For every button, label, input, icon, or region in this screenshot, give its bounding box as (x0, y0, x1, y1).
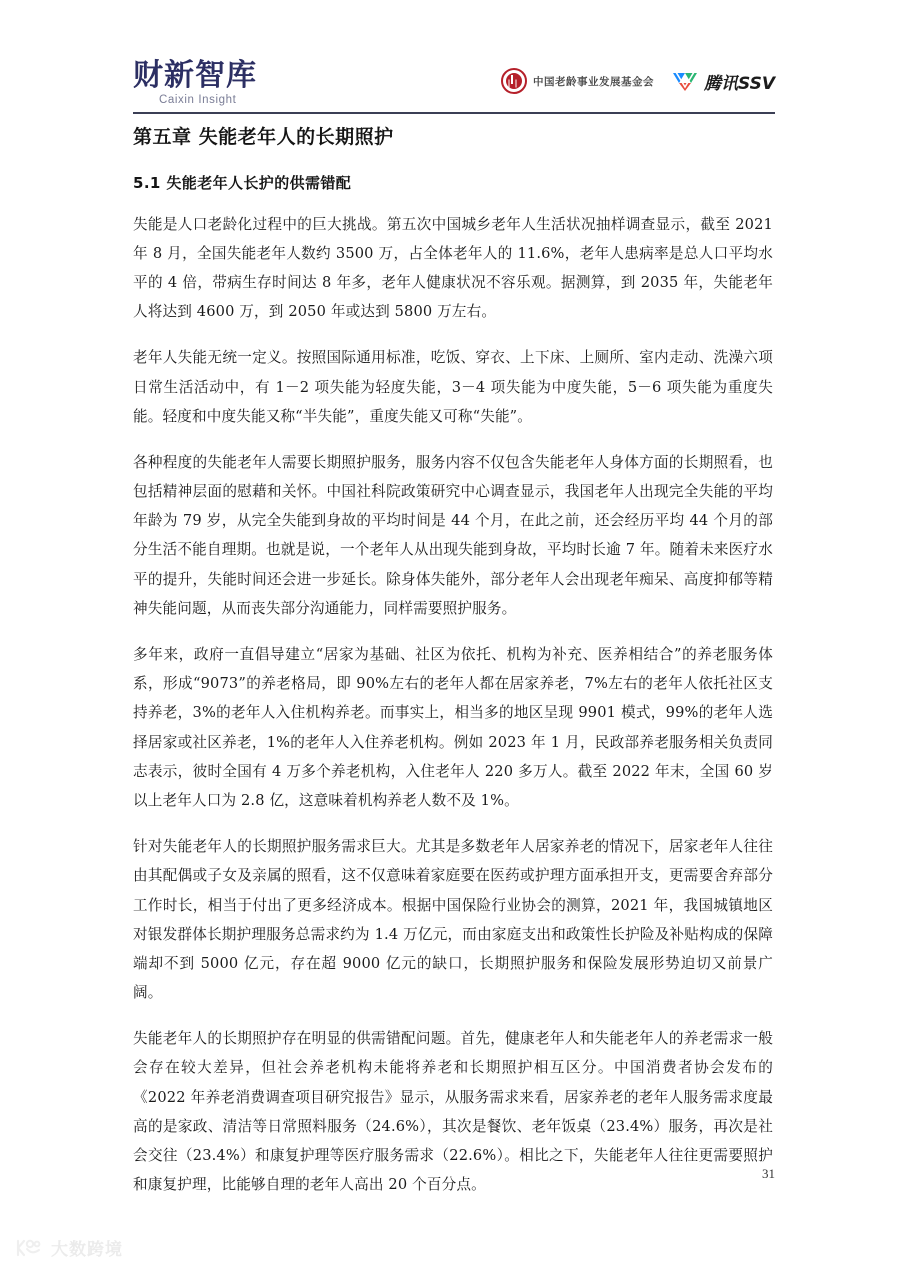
foundation-name: 中国老龄事业发展基金会 (532, 75, 654, 88)
header-divider (133, 112, 775, 114)
tencent-logo-group (672, 69, 775, 94)
paragraph-4: 多年来，政府一直倡导建立“居家为基础、社区为依托、机构为补充、医养相结合”的养老服务体系，形成“9073”的养老格局，即 90%左右的老年人都在居家养老，7%左右的老年人依托社区支持养老，3%的老年人入住机构养老。而事实上，相当多的地区呈现 9901 模式，99%的老年人选择居家或社区养老，1%的老年人入住养老机构。例如 2023 年 1 月，民政部养老服务相关负责同志表示，彼时全国有 4 万多个养老机构，入住老年人 220 多万人。截至 2022 年末，全国 60 岁以上老年人口为 2.8 亿，这意味着机构养老人数不及 1%。 (133, 646, 773, 809)
red-seal-icon (501, 68, 527, 94)
foundation-logo-group (501, 68, 654, 94)
caixin-brand-logo (133, 57, 257, 109)
paragraph-2: 老年人失能无统一定义。按照国际通用标准，吃饭、穿衣、上下床、上厕所、室内走动、洗澡六项日常生活活动中，有 1－2 项失能为轻度失能，3－4 项失能为中度失能，5－6 项失能为重度失能。轻度和中度失能又称“半失能”，重度失能又可称“失能”。 (133, 349, 773, 425)
partner-logos (501, 68, 775, 108)
tencent-triangle-icon (672, 70, 698, 92)
paragraph-1: 失能是人口老龄化过程中的巨大挑战。第五次中国城乡老年人生活状况抽样调查显示，截至 2021 年 8 月，全国失能老年人数约 3500 万，占全体老年人的 11.6%，老年人患病率是总人口平均水平的 4 倍，带病生存时间达 8 年多，老年人健康状况不容乐观。据测算，到 2035 年，失能老年人将达到 4600 万，到 2050 年或达到 5800 万左右。 (133, 215, 773, 321)
dashu-logo-icon (14, 1237, 44, 1259)
chapter-title: 第五章 失能老年人的长期照护 (133, 126, 394, 148)
tencent-ssv-name: 腾讯SSV (703, 73, 775, 94)
watermark (14, 1235, 123, 1260)
brand-name-en: Caixin Insight (159, 94, 237, 106)
paragraph-5: 针对失能老年人的长期照护服务需求巨大。尤其是多数老年人居家养老的情况下，居家老年人往往由其配偶或子女及亲属的照看，这不仅意味着家庭要在医药或护理方面承担开支，更需要舍弃部分工作时长，相当于付出了更多经济成本。根据中国保险行业协会的测算，2021 年，我国城镇地区对银发群体长期护理服务总需求约为 1.4 万亿元，而由家庭支出和政策性长护险及补贴构成的保障端却不到 5000 亿元，存在超 9000 亿元的缺口，长期照护服务和保险发展形势迫切又前景广阔。 (133, 838, 773, 1002)
watermark-text: 大数跨境 (51, 1240, 123, 1260)
paragraph-6: 失能老年人的长期照护存在明显的供需错配问题。首先，健康老年人和失能老年人的养老需求一般会存在较大差异，但社会养老机构未能将养老和长期照护相互区分。中国消费者协会发布的《2022 年养老消费调查项目研究报告》显示，从服务需求来看，居家养老的老年人服务需求度最高的是家政、清洁等日常照料服务（24.6%），其次是餐饮、老年饭桌（23.4%）服务，再次是社会交往（23.4%）和康复护理等医疗服务需求（22.6%）。相比之下，失能老年人往往更需要照护和康复护理，比能够自理的老年人高出 20 个百分点。 (133, 1030, 773, 1194)
paragraph-3: 各种程度的失能老年人需要长期照护服务，服务内容不仅包含失能老年人身体方面的长期照看，也包括精神层面的慰藉和关怀。中国社科院政策研究中心调查显示，我国老年人出现完全失能的平均年龄为 79 岁，从完全失能到身故的平均时间是 44 个月，在此之前，还会经历平均 44 个月的部分生活不能自理期。也就是说，一个老年人从出现失能到身故，平均时长逾 7 年。随着未来医疗水平的提升，失能时间还会进一步延长。除身体失能外，部分老年人会出现老年痴呆、高度抑郁等精神失能问题，从而丧失部分沟通能力，同样需要照护服务。 (133, 453, 773, 617)
page-number: 31 (762, 1166, 775, 1181)
document-content (133, 124, 773, 1216)
page-header (133, 42, 775, 108)
brand-name-cn: 财新智库 (133, 57, 257, 93)
section-title: 5.1 失能老年人长护的供需错配 (133, 173, 352, 192)
